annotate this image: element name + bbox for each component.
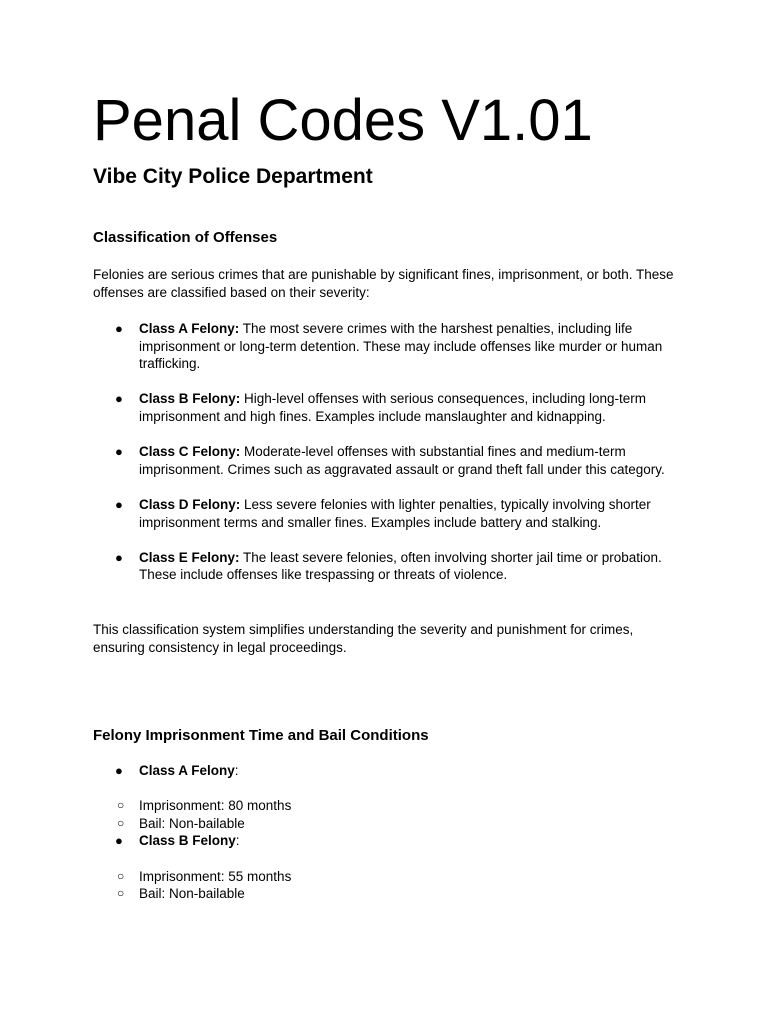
felony-class-label: Class A Felony:: [139, 321, 240, 336]
list-item: [93, 868, 683, 886]
imprisonment-time: Imprisonment: 55 months: [139, 868, 292, 884]
list-item: [93, 390, 683, 425]
felony-class-label: Class C Felony:: [139, 444, 241, 460]
felony-class-description: Moderate-level offenses with substantial fines and medium-term imprisonment. Crimes such as aggravated assault or grand theft fall under this category.: [139, 444, 665, 477]
bullet-icon: ●: [115, 321, 123, 336]
label-colon: :: [234, 763, 239, 778]
bail-condition: Bail: Non-bailable: [139, 815, 245, 831]
felony-class-description: High-level offenses with serious consequences, including long-term imprisonment and high fines. Examples include manslaughter and kidnapping.: [139, 391, 646, 424]
circle-bullet-icon: ○: [117, 868, 125, 883]
list-item: [93, 832, 683, 902]
felony-class-label: Class B Felony:: [139, 391, 241, 407]
imprisonment-heading: Felony Imprisonment Time and Bail Conditions: [93, 727, 429, 744]
document-title: Penal Codes V1.01: [93, 88, 593, 153]
felony-class-label: Class E Felony:: [139, 549, 240, 565]
list-item: [93, 815, 683, 833]
felony-class-label: Class B Felony: [139, 833, 236, 849]
list-item: [93, 443, 683, 478]
circle-bullet-icon: ○: [117, 798, 125, 813]
felony-class-list: [93, 320, 683, 602]
bullet-icon: ●: [115, 549, 123, 565]
list-item: [93, 885, 683, 903]
imprisonment-time: Imprisonment: 80 months: [139, 798, 292, 814]
felony-detail-list: [117, 868, 683, 903]
circle-bullet-icon: ○: [117, 815, 125, 830]
bail-condition: Bail: Non-bailable: [139, 886, 245, 902]
felony-detail-list: [117, 797, 683, 832]
classification-heading: Classification of Offenses: [93, 229, 278, 246]
list-item: [93, 549, 683, 584]
list-item: [93, 762, 683, 832]
felony-class-label: Class D Felony:: [139, 496, 241, 512]
list-item: [93, 320, 683, 373]
bullet-icon: ●: [115, 496, 123, 512]
felony-class-label: Class A Felony: [139, 763, 235, 778]
list-item: [93, 496, 683, 531]
classification-outro: This classification system simplifies understanding the severity and punishment for crimes, ensuring consistency in legal proceedings.: [93, 622, 634, 655]
circle-bullet-icon: ○: [117, 886, 125, 901]
bullet-icon: ●: [115, 391, 123, 407]
label-colon: :: [235, 833, 240, 849]
classification-intro: Felonies are serious crimes that are punishable by significant fines, imprisonment, or both. These offenses are classified based on their severity:: [93, 267, 674, 300]
list-item: [93, 797, 683, 815]
bullet-icon: ●: [115, 444, 123, 460]
bullet-icon: ●: [115, 833, 123, 849]
felony-class-description: The most severe crimes with the harshest penalties, including life imprisonment or long-term detention. These may include offenses like murder or human trafficking.: [139, 321, 663, 372]
document-subtitle: Vibe City Police Department: [93, 165, 373, 188]
bullet-icon: ●: [115, 763, 123, 778]
felony-class-description: Less severe felonies with lighter penalties, typically involving shorter imprisonment terms and smaller fines. Examples include battery and stalking.: [139, 496, 651, 530]
imprisonment-class-list: [93, 762, 683, 903]
felony-class-description: The least severe felonies, often involving shorter jail time or probation. These include offenses like trespassing or threats of violence.: [139, 549, 662, 583]
